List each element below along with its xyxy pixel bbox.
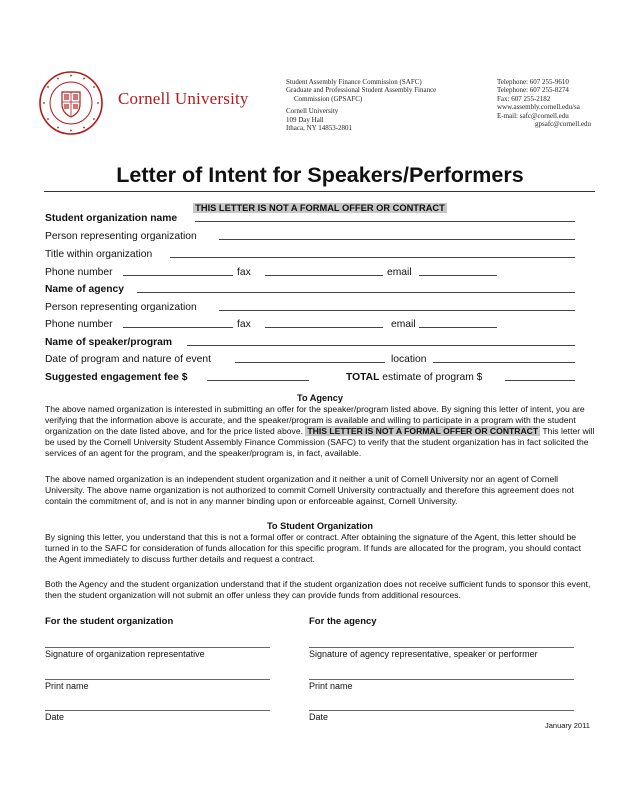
form-row (45, 351, 575, 366)
agency-email-field[interactable] (419, 327, 497, 328)
agency-fax-field[interactable] (265, 327, 383, 328)
total-label: TOTAL (346, 372, 380, 383)
contact-block (497, 78, 591, 128)
university-name: Cornell University (118, 89, 249, 108)
contact-line: E-mail: safc@cornell.edu (497, 111, 569, 120)
independence-paragraph: The above named organization is an independent student organization and it neither a unit of Cornell University nor an agent of Cornell University. The above name organization is not authorized to commit Cornell University contractually and therefore this agreement does not contain the commitment of, and is not in any manner binding upon or enforceable against, Cornell University. (45, 474, 574, 506)
form-row (45, 281, 575, 296)
agency-phone-field[interactable] (123, 327, 233, 328)
agency-signature-caption: Signature of agency representative, speaker or performer (309, 649, 538, 659)
org-signature-caption: Signature of organization representative (45, 649, 205, 659)
agency-signature-line[interactable] (309, 647, 574, 648)
total-estimate-field[interactable] (505, 380, 575, 381)
address-line: Commission (GPSAFC) (294, 94, 363, 103)
date-nature-field[interactable] (235, 362, 385, 363)
field-label: fax (237, 319, 251, 330)
field-label: Name of speaker/program (45, 337, 173, 348)
org-signature-line[interactable] (45, 647, 270, 648)
student-org-signature-heading: For the student organization (45, 616, 174, 627)
to-agency-paragraph (45, 404, 595, 459)
title-within-org-field[interactable] (170, 257, 575, 258)
to-student-org-paragraph: By signing this letter, you understand that this is not a formal offer or contract. After obtaining the signature of the Agent, this letter should be turned in to the SAFC for consideration of funds allocation for this specific program. If funds are allocated for the program, you should contact the Agent immediately to discuss further details and request a contract. (45, 532, 581, 564)
agency-print-name-line[interactable] (309, 679, 574, 680)
form-row (45, 334, 575, 349)
address-line: Cornell University (286, 107, 339, 116)
form-row (45, 316, 575, 331)
field-label: Student organization name (45, 213, 178, 224)
agency-name-field[interactable] (137, 292, 575, 293)
to-agency-heading: To Agency (297, 393, 343, 403)
to-student-org-heading: To Student Organization (267, 521, 373, 531)
form-row (45, 228, 575, 243)
address-line: Ithaca, NY 14853-2801 (286, 124, 353, 133)
org-print-name-caption: Print name (45, 681, 89, 691)
funding-paragraph: Both the Agency and the student organization understand that if the student organization does not receive sufficient funds to sponsor this event, then the student organization will not submit an offer unless they can provide funds from additional resources. (45, 579, 591, 600)
notice-text: THIS LETTER IS NOT A FORMAL OFFER OR CONTRACT (195, 203, 445, 213)
field-label: fax (237, 267, 251, 278)
paragraph-text: This letter will be used by the Cornell University Student Assembly Finance Commission (SAFC) to verify that the student organization has in fact solicited the services of an agent for the program, and the speaker/program is, in fact, available. (45, 426, 595, 458)
form-row (45, 210, 575, 225)
revision-date: January 2011 (545, 721, 590, 730)
form-row (45, 369, 575, 384)
field-label: Person representing organization (45, 302, 197, 313)
person-rep-field[interactable] (219, 239, 575, 240)
email-field[interactable] (419, 275, 497, 276)
form-row (45, 299, 575, 314)
address-line: 109 Day Hall (286, 115, 324, 124)
address-block (286, 78, 436, 132)
org-date-caption: Date (45, 712, 65, 722)
phone-field[interactable] (123, 275, 233, 276)
title-divider (44, 191, 595, 192)
agency-person-rep-field[interactable] (219, 310, 575, 311)
student-org-name-field[interactable] (195, 221, 575, 222)
field-label: Date of program and nature of event (45, 354, 211, 365)
field-label: Phone number (45, 319, 113, 330)
field-label: email (391, 319, 416, 330)
page-title: Letter of Intent for Speakers/Performers (116, 163, 524, 187)
contact-line: www.assembly.cornell.edu/sa (497, 103, 580, 112)
location-field[interactable] (433, 362, 575, 363)
org-print-name-line[interactable] (45, 679, 270, 680)
inline-notice: THIS LETTER IS NOT A FORMAL OFFER OR CONTRACT (307, 426, 539, 436)
field-label: Title within organization (45, 249, 153, 260)
contact-line: Telephone: 607 255-9610 (497, 78, 569, 86)
form-row (45, 246, 575, 261)
field-label: estimate of program $ (382, 372, 483, 383)
field-label: Person representing organization (45, 231, 197, 242)
agency-date-line[interactable] (309, 710, 574, 711)
paragraph-text: The above named organization is interested in submitting an offer for the speaker/program listed above. By signing this letter of intent, you are verifying that the information above is accurate, and the speaker/program is available and willing to participate in a program with the student organization on the date listed above, and for the price listed above. (45, 404, 585, 436)
field-label: location (391, 354, 427, 365)
contact-line: Fax: 607 255-2182 (497, 94, 551, 103)
suggested-fee-field[interactable] (207, 380, 309, 381)
fax-field[interactable] (265, 275, 383, 276)
cornell-seal-logo (38, 70, 104, 136)
field-label: Phone number (45, 267, 113, 278)
form-row (45, 264, 575, 279)
field-label: Suggested engagement fee $ (45, 372, 188, 383)
contact-line: gpsafc@cornell.edu (535, 120, 592, 129)
field-label: Name of agency (45, 284, 124, 295)
address-line: Graduate and Professional Student Assembly Finance (286, 86, 437, 95)
agency-date-caption: Date (309, 712, 329, 722)
contact-line: Telephone: 607 255-8274 (497, 86, 569, 95)
agency-signature-heading: For the agency (309, 616, 377, 627)
speaker-name-field[interactable] (187, 345, 575, 346)
org-date-line[interactable] (45, 710, 270, 711)
agency-print-name-caption: Print name (309, 681, 353, 691)
field-label: email (387, 267, 412, 278)
address-line: Student Assembly Finance Commission (SAFC) (286, 78, 422, 86)
